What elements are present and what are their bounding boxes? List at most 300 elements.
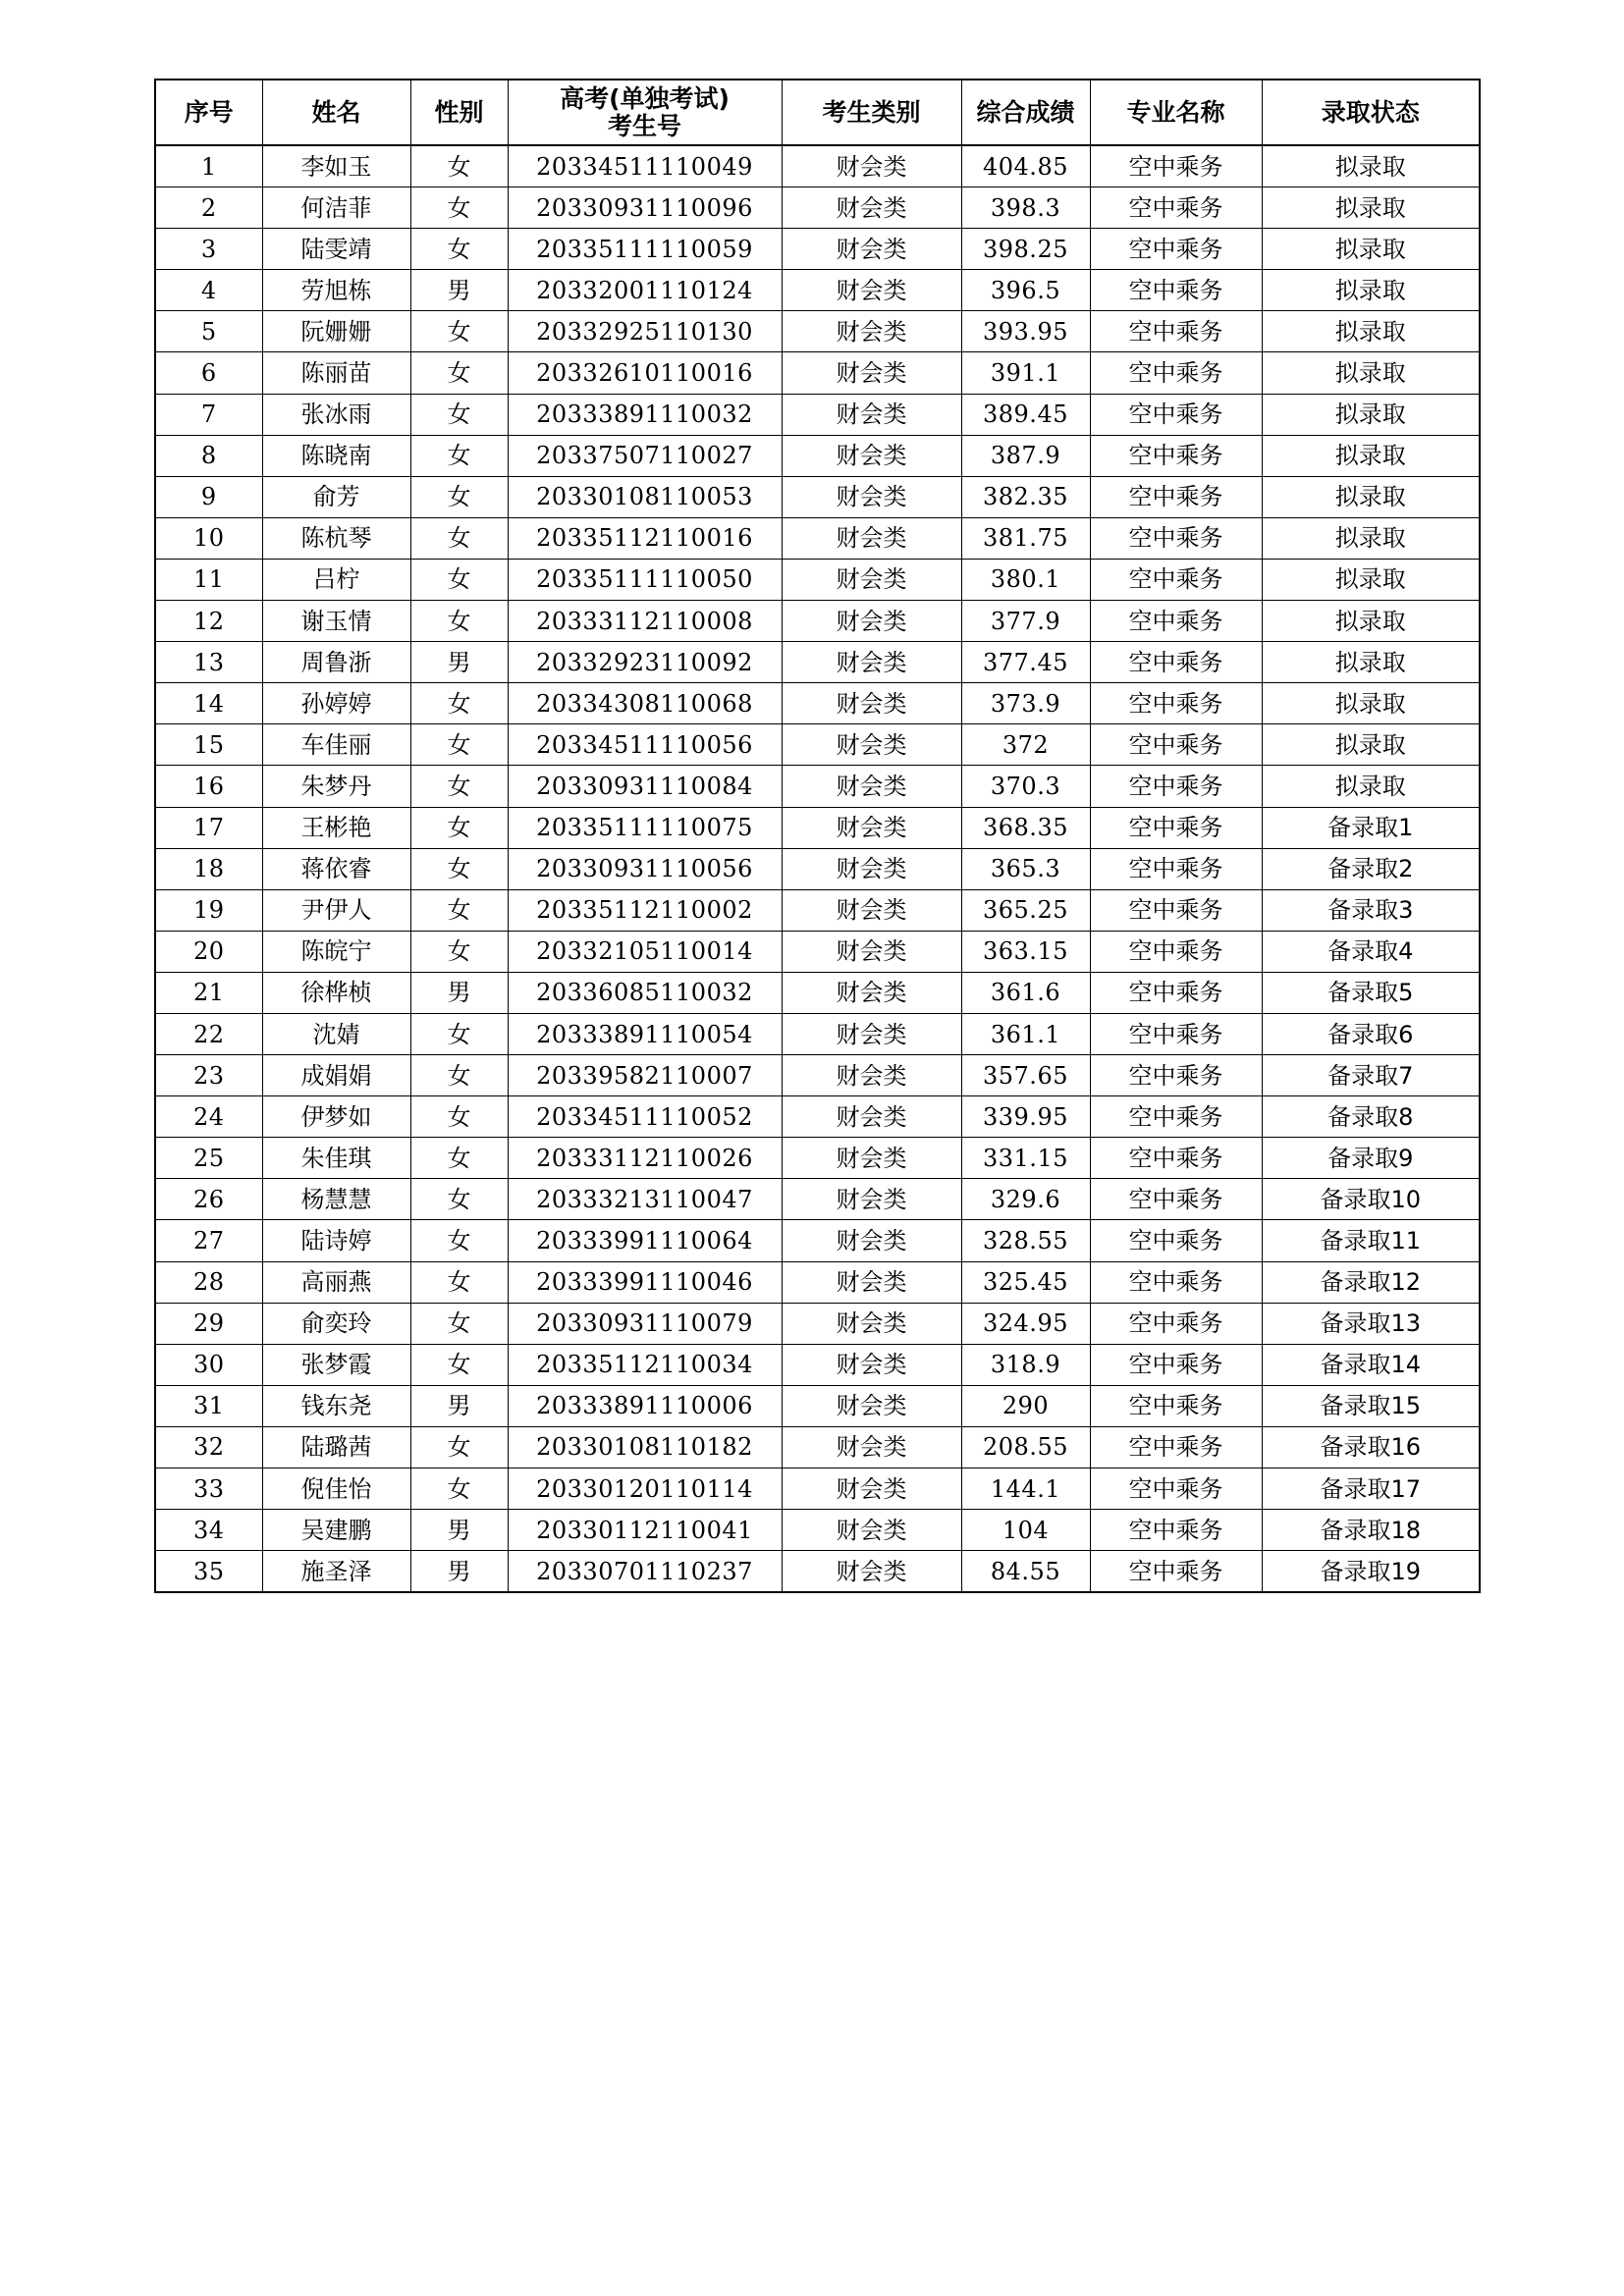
cell-major: 空中乘务 — [1090, 517, 1262, 559]
cell-exam-id: 20334511110049 — [508, 145, 782, 187]
cell-status: 备录取11 — [1262, 1220, 1480, 1261]
cell-name: 俞芳 — [262, 476, 410, 517]
cell-category: 财会类 — [782, 476, 961, 517]
cell-name: 徐桦桢 — [262, 972, 410, 1013]
cell-score: 377.45 — [961, 642, 1090, 683]
cell-category: 财会类 — [782, 311, 961, 352]
cell-status: 拟录取 — [1262, 766, 1480, 807]
cell-gender: 男 — [410, 972, 508, 1013]
cell-name: 陈皖宁 — [262, 931, 410, 972]
table-row — [155, 145, 1480, 187]
table-row — [155, 889, 1480, 931]
cell-gender: 女 — [410, 435, 508, 476]
cell-category: 财会类 — [782, 1426, 961, 1468]
cell-score: 361.6 — [961, 972, 1090, 1013]
table-row — [155, 642, 1480, 683]
cell-exam-id: 20333213110047 — [508, 1179, 782, 1220]
cell-status: 拟录取 — [1262, 642, 1480, 683]
cell-score: 381.75 — [961, 517, 1090, 559]
cell-exam-id: 20333891110032 — [508, 394, 782, 435]
cell-status: 拟录取 — [1262, 683, 1480, 724]
cell-major: 空中乘务 — [1090, 187, 1262, 229]
cell-category: 财会类 — [782, 435, 961, 476]
cell-category: 财会类 — [782, 1551, 961, 1593]
cell-gender: 女 — [410, 517, 508, 559]
cell-name: 高丽燕 — [262, 1261, 410, 1303]
cell-category: 财会类 — [782, 229, 961, 270]
cell-index: 11 — [155, 559, 262, 600]
cell-gender: 女 — [410, 683, 508, 724]
cell-exam-id: 20330931110084 — [508, 766, 782, 807]
cell-name: 阮姗姗 — [262, 311, 410, 352]
cell-name: 陆雯靖 — [262, 229, 410, 270]
cell-gender: 男 — [410, 1385, 508, 1426]
cell-category: 财会类 — [782, 766, 961, 807]
cell-category: 财会类 — [782, 931, 961, 972]
table-row — [155, 683, 1480, 724]
cell-gender: 女 — [410, 601, 508, 642]
cell-category: 财会类 — [782, 1138, 961, 1179]
cell-status: 备录取2 — [1262, 848, 1480, 889]
cell-index: 28 — [155, 1261, 262, 1303]
cell-status: 拟录取 — [1262, 229, 1480, 270]
cell-gender: 女 — [410, 1344, 508, 1385]
cell-exam-id: 20337507110027 — [508, 435, 782, 476]
table-row — [155, 766, 1480, 807]
cell-major: 空中乘务 — [1090, 270, 1262, 311]
cell-status: 拟录取 — [1262, 145, 1480, 187]
cell-index: 8 — [155, 435, 262, 476]
table-row — [155, 435, 1480, 476]
cell-name: 钱东尧 — [262, 1385, 410, 1426]
cell-name: 陈丽苗 — [262, 352, 410, 394]
cell-index: 22 — [155, 1013, 262, 1054]
cell-exam-id: 20339582110007 — [508, 1055, 782, 1096]
cell-gender: 女 — [410, 352, 508, 394]
cell-category: 财会类 — [782, 1096, 961, 1138]
cell-exam-id: 20332001110124 — [508, 270, 782, 311]
cell-major: 空中乘务 — [1090, 807, 1262, 848]
table-row — [155, 1261, 1480, 1303]
cell-index: 14 — [155, 683, 262, 724]
table-row — [155, 1385, 1480, 1426]
cell-name: 倪佳怡 — [262, 1468, 410, 1510]
cell-index: 29 — [155, 1303, 262, 1344]
cell-gender: 男 — [410, 1510, 508, 1551]
header-exam-id — [508, 80, 782, 145]
cell-exam-id: 20330120110114 — [508, 1468, 782, 1510]
cell-exam-id: 20333991110046 — [508, 1261, 782, 1303]
cell-status: 备录取3 — [1262, 889, 1480, 931]
cell-score: 331.15 — [961, 1138, 1090, 1179]
cell-status: 备录取6 — [1262, 1013, 1480, 1054]
table-row — [155, 1426, 1480, 1468]
cell-score: 389.45 — [961, 394, 1090, 435]
cell-score: 393.95 — [961, 311, 1090, 352]
cell-category: 财会类 — [782, 972, 961, 1013]
cell-status: 备录取13 — [1262, 1303, 1480, 1344]
cell-index: 9 — [155, 476, 262, 517]
cell-gender: 女 — [410, 889, 508, 931]
table-row — [155, 1179, 1480, 1220]
cell-score: 396.5 — [961, 270, 1090, 311]
cell-index: 34 — [155, 1510, 262, 1551]
cell-category: 财会类 — [782, 848, 961, 889]
table-row — [155, 1096, 1480, 1138]
cell-major: 空中乘务 — [1090, 1013, 1262, 1054]
cell-major: 空中乘务 — [1090, 1179, 1262, 1220]
cell-gender: 女 — [410, 724, 508, 766]
cell-score: 365.25 — [961, 889, 1090, 931]
cell-exam-id: 20335112110002 — [508, 889, 782, 931]
cell-category: 财会类 — [782, 683, 961, 724]
table-row — [155, 1138, 1480, 1179]
cell-status: 拟录取 — [1262, 517, 1480, 559]
cell-major: 空中乘务 — [1090, 889, 1262, 931]
cell-index: 24 — [155, 1096, 262, 1138]
admission-table — [154, 79, 1481, 1593]
cell-major: 空中乘务 — [1090, 1220, 1262, 1261]
cell-category: 财会类 — [782, 559, 961, 600]
cell-status: 备录取18 — [1262, 1510, 1480, 1551]
cell-score: 368.35 — [961, 807, 1090, 848]
cell-category: 财会类 — [782, 601, 961, 642]
cell-index: 3 — [155, 229, 262, 270]
cell-category: 财会类 — [782, 187, 961, 229]
cell-gender: 女 — [410, 1220, 508, 1261]
cell-score: 398.3 — [961, 187, 1090, 229]
table-row — [155, 270, 1480, 311]
cell-status: 拟录取 — [1262, 601, 1480, 642]
cell-name: 陆璐茜 — [262, 1426, 410, 1468]
cell-score: 361.1 — [961, 1013, 1090, 1054]
cell-gender: 女 — [410, 1426, 508, 1468]
cell-name: 俞奕玲 — [262, 1303, 410, 1344]
cell-gender: 男 — [410, 1551, 508, 1593]
cell-exam-id: 20333891110006 — [508, 1385, 782, 1426]
cell-score: 372 — [961, 724, 1090, 766]
cell-index: 10 — [155, 517, 262, 559]
cell-status: 备录取7 — [1262, 1055, 1480, 1096]
cell-status: 备录取4 — [1262, 931, 1480, 972]
cell-exam-id: 20335111110075 — [508, 807, 782, 848]
table-row — [155, 807, 1480, 848]
cell-gender: 女 — [410, 559, 508, 600]
cell-status: 拟录取 — [1262, 559, 1480, 600]
cell-status: 备录取1 — [1262, 807, 1480, 848]
cell-status: 备录取15 — [1262, 1385, 1480, 1426]
cell-category: 财会类 — [782, 1385, 961, 1426]
cell-index: 21 — [155, 972, 262, 1013]
cell-score: 398.25 — [961, 229, 1090, 270]
cell-score: 328.55 — [961, 1220, 1090, 1261]
header-status: 录取状态 — [1262, 80, 1480, 145]
cell-major: 空中乘务 — [1090, 352, 1262, 394]
cell-score: 373.9 — [961, 683, 1090, 724]
cell-index: 15 — [155, 724, 262, 766]
cell-major: 空中乘务 — [1090, 972, 1262, 1013]
cell-score: 370.3 — [961, 766, 1090, 807]
header-row — [155, 80, 1480, 145]
cell-category: 财会类 — [782, 1303, 961, 1344]
cell-major: 空中乘务 — [1090, 1510, 1262, 1551]
cell-score: 377.9 — [961, 601, 1090, 642]
cell-gender: 女 — [410, 766, 508, 807]
header-category: 考生类别 — [782, 80, 961, 145]
cell-exam-id: 20330108110182 — [508, 1426, 782, 1468]
header-exam-id-line2: 考生号 — [607, 111, 681, 140]
cell-status: 备录取16 — [1262, 1426, 1480, 1468]
cell-major: 空中乘务 — [1090, 1261, 1262, 1303]
cell-category: 财会类 — [782, 145, 961, 187]
cell-status: 拟录取 — [1262, 476, 1480, 517]
cell-name: 陈晓南 — [262, 435, 410, 476]
cell-major: 空中乘务 — [1090, 145, 1262, 187]
table-row — [155, 1055, 1480, 1096]
cell-name: 何洁菲 — [262, 187, 410, 229]
cell-category: 财会类 — [782, 1013, 961, 1054]
cell-score: 318.9 — [961, 1344, 1090, 1385]
cell-status: 拟录取 — [1262, 435, 1480, 476]
header-index: 序号 — [155, 80, 262, 145]
cell-gender: 女 — [410, 187, 508, 229]
cell-major: 空中乘务 — [1090, 1344, 1262, 1385]
cell-name: 陆诗婷 — [262, 1220, 410, 1261]
cell-major: 空中乘务 — [1090, 642, 1262, 683]
table-row — [155, 352, 1480, 394]
cell-score: 290 — [961, 1385, 1090, 1426]
cell-exam-id: 20330108110053 — [508, 476, 782, 517]
cell-gender: 女 — [410, 1303, 508, 1344]
cell-score: 339.95 — [961, 1096, 1090, 1138]
cell-index: 31 — [155, 1385, 262, 1426]
cell-name: 尹伊人 — [262, 889, 410, 931]
cell-score: 380.1 — [961, 559, 1090, 600]
cell-major: 空中乘务 — [1090, 435, 1262, 476]
cell-index: 19 — [155, 889, 262, 931]
cell-major: 空中乘务 — [1090, 1385, 1262, 1426]
cell-status: 拟录取 — [1262, 352, 1480, 394]
cell-exam-id: 20335111110050 — [508, 559, 782, 600]
cell-gender: 女 — [410, 394, 508, 435]
cell-category: 财会类 — [782, 1055, 961, 1096]
cell-category: 财会类 — [782, 270, 961, 311]
cell-score: 208.55 — [961, 1426, 1090, 1468]
cell-score: 84.55 — [961, 1551, 1090, 1593]
cell-major: 空中乘务 — [1090, 683, 1262, 724]
cell-score: 357.65 — [961, 1055, 1090, 1096]
cell-status: 拟录取 — [1262, 270, 1480, 311]
cell-status: 备录取9 — [1262, 1138, 1480, 1179]
cell-gender: 女 — [410, 1179, 508, 1220]
cell-name: 沈婧 — [262, 1013, 410, 1054]
cell-name: 谢玉情 — [262, 601, 410, 642]
cell-gender: 女 — [410, 1096, 508, 1138]
cell-major: 空中乘务 — [1090, 601, 1262, 642]
table-row — [155, 1013, 1480, 1054]
cell-index: 7 — [155, 394, 262, 435]
cell-exam-id: 20330112110041 — [508, 1510, 782, 1551]
table-row — [155, 972, 1480, 1013]
cell-exam-id: 20334511110052 — [508, 1096, 782, 1138]
cell-name: 孙婷婷 — [262, 683, 410, 724]
cell-name: 周鲁浙 — [262, 642, 410, 683]
cell-category: 财会类 — [782, 807, 961, 848]
cell-name: 蒋依睿 — [262, 848, 410, 889]
cell-status: 备录取8 — [1262, 1096, 1480, 1138]
table-row — [155, 476, 1480, 517]
header-name: 姓名 — [262, 80, 410, 145]
cell-name: 朱梦丹 — [262, 766, 410, 807]
cell-category: 财会类 — [782, 1179, 961, 1220]
table-row — [155, 1344, 1480, 1385]
cell-exam-id: 20335111110059 — [508, 229, 782, 270]
cell-name: 杨慧慧 — [262, 1179, 410, 1220]
table-row — [155, 394, 1480, 435]
cell-exam-id: 20333112110008 — [508, 601, 782, 642]
table-row — [155, 1220, 1480, 1261]
cell-name: 吴建鹏 — [262, 1510, 410, 1551]
cell-major: 空中乘务 — [1090, 724, 1262, 766]
cell-score: 404.85 — [961, 145, 1090, 187]
cell-name: 朱佳琪 — [262, 1138, 410, 1179]
cell-gender: 女 — [410, 1138, 508, 1179]
cell-index: 13 — [155, 642, 262, 683]
header-major: 专业名称 — [1090, 80, 1262, 145]
cell-index: 17 — [155, 807, 262, 848]
cell-exam-id: 20333891110054 — [508, 1013, 782, 1054]
cell-category: 财会类 — [782, 642, 961, 683]
cell-category: 财会类 — [782, 724, 961, 766]
cell-score: 329.6 — [961, 1179, 1090, 1220]
cell-gender: 女 — [410, 311, 508, 352]
cell-category: 财会类 — [782, 352, 961, 394]
cell-major: 空中乘务 — [1090, 476, 1262, 517]
cell-category: 财会类 — [782, 1468, 961, 1510]
cell-status: 备录取12 — [1262, 1261, 1480, 1303]
table-row — [155, 1303, 1480, 1344]
table-row — [155, 311, 1480, 352]
cell-exam-id: 20332610110016 — [508, 352, 782, 394]
cell-exam-id: 20330931110056 — [508, 848, 782, 889]
cell-status: 拟录取 — [1262, 311, 1480, 352]
cell-score: 144.1 — [961, 1468, 1090, 1510]
cell-major: 空中乘务 — [1090, 1468, 1262, 1510]
table-row — [155, 1551, 1480, 1593]
cell-name: 王彬艳 — [262, 807, 410, 848]
cell-exam-id: 20330701110237 — [508, 1551, 782, 1593]
cell-name: 吕柠 — [262, 559, 410, 600]
cell-index: 4 — [155, 270, 262, 311]
cell-score: 325.45 — [961, 1261, 1090, 1303]
cell-score: 382.35 — [961, 476, 1090, 517]
cell-category: 财会类 — [782, 394, 961, 435]
cell-gender: 女 — [410, 1055, 508, 1096]
cell-status: 拟录取 — [1262, 724, 1480, 766]
cell-gender: 女 — [410, 931, 508, 972]
cell-gender: 女 — [410, 1261, 508, 1303]
cell-category: 财会类 — [782, 517, 961, 559]
cell-score: 387.9 — [961, 435, 1090, 476]
cell-exam-id: 20335112110034 — [508, 1344, 782, 1385]
cell-name: 李如玉 — [262, 145, 410, 187]
cell-index: 6 — [155, 352, 262, 394]
cell-gender: 女 — [410, 1468, 508, 1510]
cell-major: 空中乘务 — [1090, 848, 1262, 889]
cell-exam-id: 20330931110096 — [508, 187, 782, 229]
cell-exam-id: 20332925110130 — [508, 311, 782, 352]
cell-name: 车佳丽 — [262, 724, 410, 766]
cell-major: 空中乘务 — [1090, 931, 1262, 972]
table-row — [155, 931, 1480, 972]
cell-score: 363.15 — [961, 931, 1090, 972]
cell-major: 空中乘务 — [1090, 1055, 1262, 1096]
cell-category: 财会类 — [782, 1344, 961, 1385]
cell-score: 104 — [961, 1510, 1090, 1551]
cell-index: 18 — [155, 848, 262, 889]
cell-exam-id: 20332105110014 — [508, 931, 782, 972]
cell-index: 26 — [155, 1179, 262, 1220]
cell-status: 备录取14 — [1262, 1344, 1480, 1385]
header-score: 综合成绩 — [961, 80, 1090, 145]
cell-exam-id: 20334308110068 — [508, 683, 782, 724]
cell-gender: 女 — [410, 476, 508, 517]
table-row — [155, 559, 1480, 600]
cell-exam-id: 20334511110056 — [508, 724, 782, 766]
cell-name: 伊梦如 — [262, 1096, 410, 1138]
cell-status: 拟录取 — [1262, 394, 1480, 435]
cell-index: 1 — [155, 145, 262, 187]
cell-index: 25 — [155, 1138, 262, 1179]
cell-name: 张冰雨 — [262, 394, 410, 435]
cell-gender: 女 — [410, 1013, 508, 1054]
cell-major: 空中乘务 — [1090, 1096, 1262, 1138]
cell-gender: 女 — [410, 848, 508, 889]
cell-status: 备录取10 — [1262, 1179, 1480, 1220]
cell-name: 张梦霞 — [262, 1344, 410, 1385]
cell-status: 备录取17 — [1262, 1468, 1480, 1510]
cell-gender: 男 — [410, 642, 508, 683]
cell-index: 30 — [155, 1344, 262, 1385]
cell-status: 备录取5 — [1262, 972, 1480, 1013]
cell-name: 施圣泽 — [262, 1551, 410, 1593]
cell-exam-id: 20336085110032 — [508, 972, 782, 1013]
cell-major: 空中乘务 — [1090, 311, 1262, 352]
cell-exam-id: 20333112110026 — [508, 1138, 782, 1179]
cell-name: 劳旭栋 — [262, 270, 410, 311]
table-row — [155, 187, 1480, 229]
cell-major: 空中乘务 — [1090, 1426, 1262, 1468]
cell-major: 空中乘务 — [1090, 229, 1262, 270]
cell-name: 陈杭琴 — [262, 517, 410, 559]
cell-major: 空中乘务 — [1090, 1303, 1262, 1344]
cell-category: 财会类 — [782, 1261, 961, 1303]
table-row — [155, 724, 1480, 766]
cell-index: 5 — [155, 311, 262, 352]
cell-major: 空中乘务 — [1090, 766, 1262, 807]
cell-category: 财会类 — [782, 1220, 961, 1261]
cell-major: 空中乘务 — [1090, 1138, 1262, 1179]
cell-name: 成娟娟 — [262, 1055, 410, 1096]
cell-index: 12 — [155, 601, 262, 642]
cell-exam-id: 20333991110064 — [508, 1220, 782, 1261]
cell-status: 拟录取 — [1262, 187, 1480, 229]
cell-score: 324.95 — [961, 1303, 1090, 1344]
cell-gender: 男 — [410, 270, 508, 311]
cell-exam-id: 20335112110016 — [508, 517, 782, 559]
cell-major: 空中乘务 — [1090, 1551, 1262, 1593]
cell-index: 16 — [155, 766, 262, 807]
